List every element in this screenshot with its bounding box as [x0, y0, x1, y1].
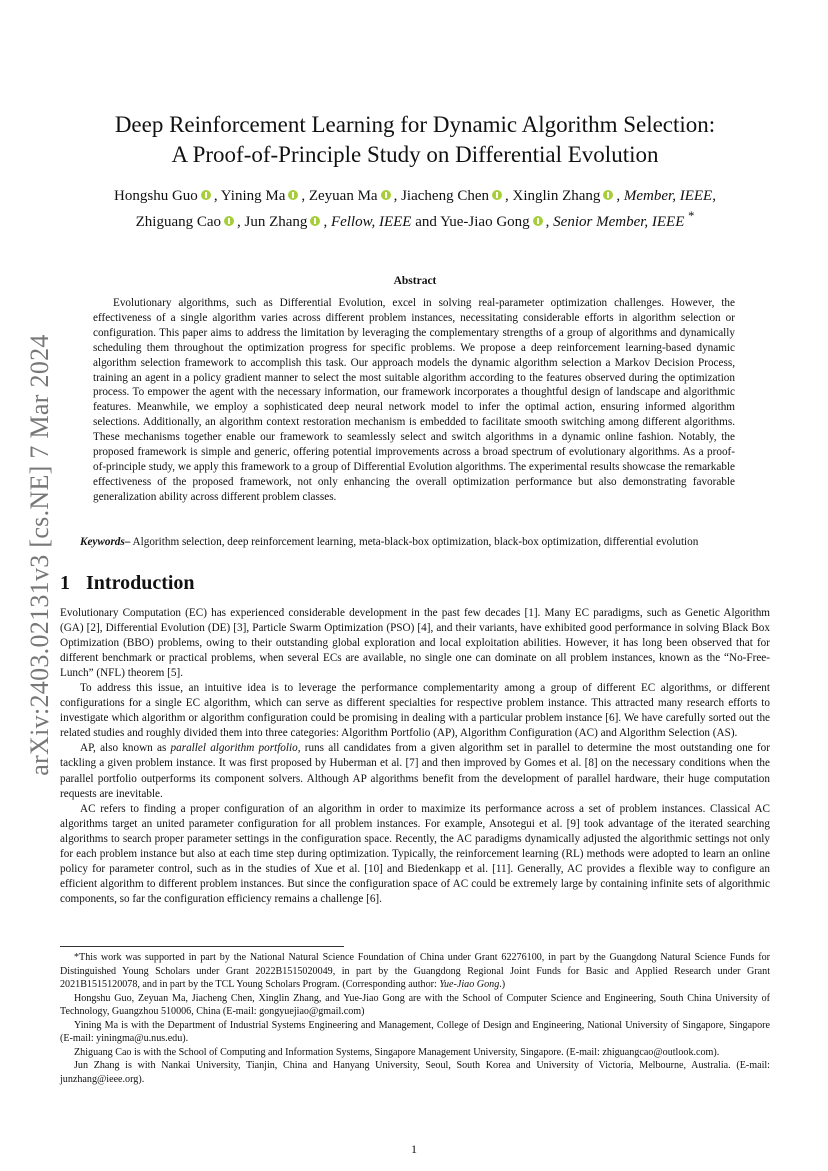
abstract-text: Evolutionary algorithms, such as Differential Evolution, excel in solving real-parameter optimization challenges. However, the effectiveness of a single algorithm varies across different problem instances, necessitating considerable efforts in algorithm selection or configuration. This paper aims to address the limitation by leveraging the complementary strengths of a group of algorithms and dynamically scheduling them throughout the optimization progress for specific problems. We propose a deep reinforcement learning-based dynamic algorithm selection framework to accomplish this task. Our approach models the dynamic algorithm selection a Markov Decision Process, training an agent in a policy gradient manner to select the most suitable algorithm according to the features observed during the optimization process. To empower the agent with the necessary information, our framework incorporates a thoughtful design of landscape and algorithmic features. Meanwhile, we employ a sophisticated deep neural network model to infer the optimal action, ensuring informed algorithm selections. Additionally, an algorithm context restoration mechanism is embedded to facilitate smooth switching among different algorithms. These mechanisms together enable our framework to seamlessly select and switch algorithms in a dynamic online fashion. Notably, the proposed framework is simple and generic, offering potential improvements across a broad spectrum of evolutionary algorithms. As a proof-of-principle study, we apply this framework to a group of Differential Evolution algorithms. The experimental results showcase the remarkable effectiveness of the proposed framework, not only enhancing the overall optimization performance but also demonstrating favorable generalization ability across different problem classes. — [93, 297, 735, 503]
author-name: Hongshu Guo — [114, 188, 198, 204]
paragraph-text: , runs all candidates from a given algorithm set in parallel to determine the most outstanding one for tackling a given problem instance. It was first proposed by Huberman et al. [7] and then improved by Gomes et al. [8] on the necessary conditions when the parallel portfolio outperforms its component solvers. Although AP algorithms benefit from the development of parallel hardware, their huge computation requests are inevitable. — [60, 742, 770, 800]
author-name: Yue-Jiao Gong — [440, 214, 530, 230]
footnote — [60, 951, 770, 992]
section-number: 1 — [60, 572, 70, 594]
keywords-label: Keywords– — [80, 536, 131, 548]
orcid-icon[interactable] — [492, 190, 502, 200]
author-list — [60, 186, 770, 232]
author-line-2: Zhiguang Cao , Jun Zhang , Fellow, IEEE and Yue-Jiao Gong , Senior Member, IEEE * — [135, 209, 695, 230]
orcid-icon[interactable] — [533, 216, 543, 226]
footnote: Zhiguang Cao is with the School of Computing and Information Systems, Singapore Management University, Singapore. (E-mail: zhiguangcao@outlook.com). — [74, 1046, 720, 1058]
footnote-divider — [60, 946, 344, 947]
paragraph: AC refers to finding a proper configuration of an algorithm in order to maximize its performance across a set of problem instances. Classical AC algorithms target an united parameter configuration for all problem instances. For example, Ansotegui et al. [9] took advantage of the iterated searching algorithms to search proper parameter settings in the configuration space. Recently, the AC paradigms dynamically adjusted the algorithmic settings not only for each problem instance but also at each time step during optimization. Typically, the reinforcement learning (RL) methods were adopted to learn an online policy for parameter control, such as in the studies of Xue et al. [10] and Biedenkapp et al. [11]. Generally, AC provides a flexible way to configure an efficient algorithm to different problem instances. But since the configuration space of AC could be extremely large by containing infinite sets of algorithmic components, so far the configuration efficiency remains a challenge [6]. — [60, 802, 770, 905]
title-line-2: A Proof-of-Principle Study on Differential Evolution — [171, 142, 659, 167]
footnote-text: *This work was supported in part by the National Natural Science Foundation of China under Grant 62276100, in part by the Guangdong Natural Science Funds for Distinguished Young Scholars under Grant 2022B1515020049, in part by the Guangdong Regional Joint Funds for Basic and Applied Research under Grant 2021B1515120078, and in part by the TCL Young Scholars Program. (Corresponding author: — [60, 952, 770, 990]
abstract-heading: Abstract — [393, 275, 437, 287]
footnote: Jun Zhang is with Nankai University, Tianjin, China and Hanyang University, Seoul, South Korea and University of Victoria, Melbourne, Australia. (E-mail: junzhang@ieee.org). — [60, 1060, 770, 1085]
orcid-icon[interactable] — [310, 216, 320, 226]
arxiv-sidebar — [20, 270, 60, 840]
footnote-marker: * — [688, 209, 695, 223]
page-number: 1 — [411, 1142, 417, 1156]
orcid-icon[interactable] — [381, 190, 391, 200]
author-line-1: Hongshu Guo , Yining Ma , Zeyuan Ma , Jiacheng Chen , Xinglin Zhang , Member, IEEE, — [114, 188, 716, 204]
author-role: Member, IEEE — [623, 188, 713, 204]
orcid-icon[interactable] — [224, 216, 234, 226]
title-line-1: Deep Reinforcement Learning for Dynamic Algorithm Selection: — [114, 112, 716, 137]
paragraph-text: AP, also known as — [80, 742, 171, 755]
author-name: Zhiguang Cao — [135, 214, 222, 230]
orcid-icon[interactable] — [201, 190, 211, 200]
paragraph: To address this issue, an intuitive idea is to leverage the performance complementarity among a group of different EC algorithms, or different configurations for a single EC algorithm, which can serve as different specialties for respective problem instance. This attracted many research efforts to investigate which algorithm or algorithm configuration could be promising in dealing with a particular problem instance [6]. We have carefully sorted out the related studies and roughly divided them into three categories: Algorithm Portfolio (AP), Algorithm Configuration (AC) and Algorithm Selection (AS). — [60, 682, 770, 740]
paper-title — [60, 110, 770, 170]
arxiv-identifier: arXiv:2403.02131v3 [cs.NE] 7 Mar 2024 — [25, 334, 54, 776]
author-name: Xinglin Zhang — [512, 188, 601, 204]
author-name: Zeyuan Ma — [308, 188, 378, 204]
footnote-emphasis: Yue-Jiao Gong — [439, 979, 500, 990]
paragraph — [60, 741, 770, 801]
author-name: Yining Ma — [220, 188, 286, 204]
footnote: Yining Ma is with the Department of Industrial Systems Engineering and Management, College of Design and Engineering, National University of Singapore, Singapore (E-mail: yiningma@u.nus.edu). — [60, 1019, 770, 1044]
section-title: Introduction — [86, 572, 195, 594]
paragraph: Evolutionary Computation (EC) has experienced considerable development in the past few decades [1]. Many EC paradigms, such as Genetic Algorithm (GA) [2], Differential Evolution (DE) [3], Particle Swarm Optimization (PSO) [4], and their variants, have exhibited good performance in solving Black Box Optimization (BBO) problems, owing to their outstanding global exploration and local exploitation abilities. However, it has long been observed that for different benchmark or practical problems, when several ECs are available, no single one can dominate on all problem instances, known as the “No-Free-Lunch” (NFL) theorem [5]. — [60, 607, 770, 680]
emphasis-text: parallel algorithm portfolio — [170, 742, 298, 755]
author-name: Jiacheng Chen — [401, 188, 489, 204]
orcid-icon[interactable] — [288, 190, 298, 200]
footnote: Hongshu Guo, Zeyuan Ma, Jiacheng Chen, Xinglin Zhang, and Yue-Jiao Gong are with the School of Computer Science and Engineering, South China University of Technology, Guangzhou 510006, China (E-mail: gongyuejiao@gmail.com) — [60, 992, 770, 1017]
author-role: Fellow, IEEE — [330, 214, 412, 230]
orcid-icon[interactable] — [603, 190, 613, 200]
author-role: Senior Member, IEEE — [553, 214, 685, 230]
author-name: Jun Zhang — [244, 214, 308, 230]
footnote-text: .) — [499, 979, 506, 990]
section-body — [60, 606, 770, 907]
keywords — [80, 535, 780, 550]
and-word: and — [415, 214, 437, 230]
footnotes — [60, 951, 770, 1086]
keywords-text: Algorithm selection, deep reinforcement learning, meta-black-box optimization, black-box optimization, differential evolution — [132, 536, 699, 548]
section-heading — [60, 572, 195, 595]
